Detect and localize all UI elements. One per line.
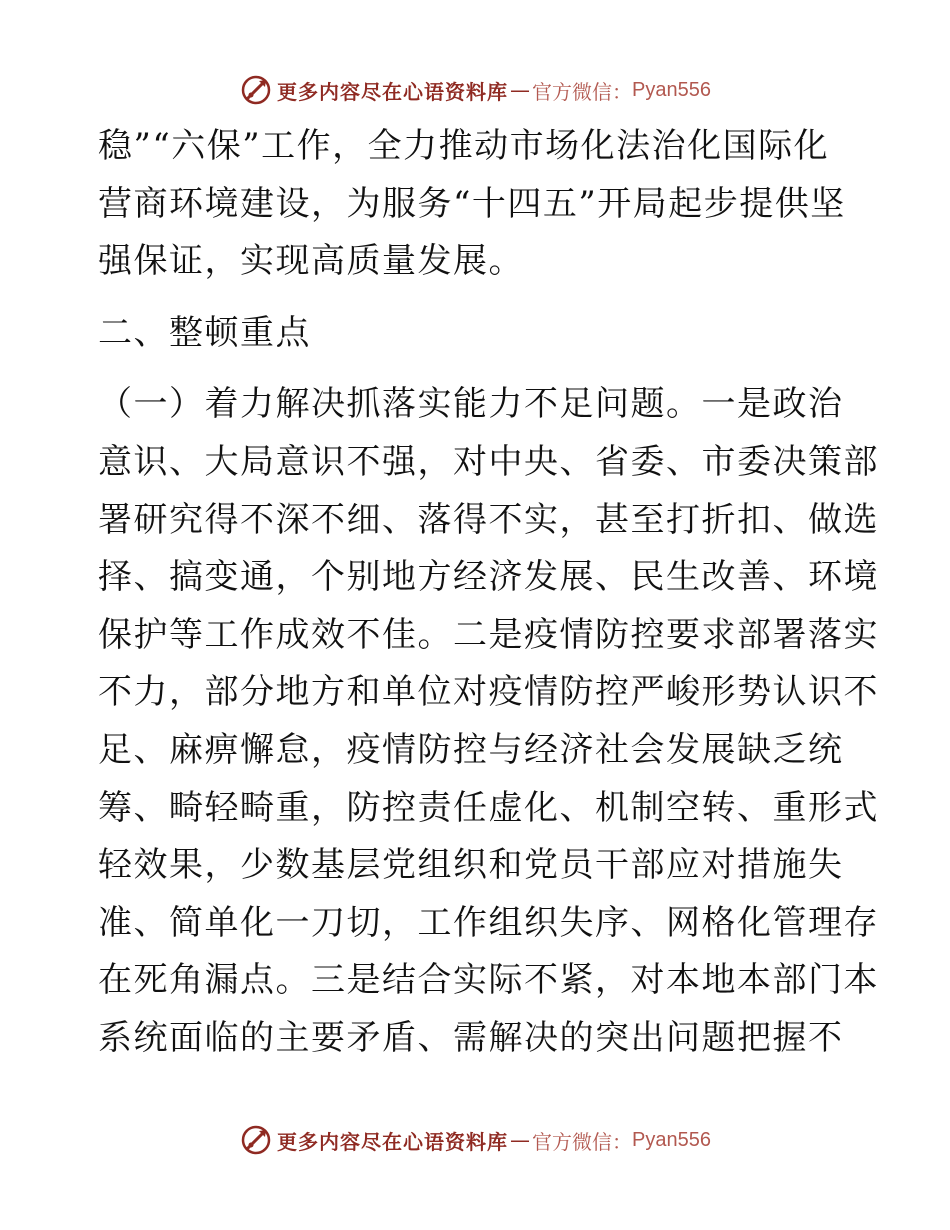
quill-logo-icon	[239, 1123, 273, 1157]
body-line: 轻效果，少数基层党组织和党员干部应对措施失	[98, 845, 844, 886]
body-line: 保护等工作成效不佳。二是疫情防控要求部署落实	[98, 614, 879, 655]
body-line: 署研究得不深不细、落得不实，甚至打折扣、做选	[98, 499, 879, 540]
watermark-wechat-id: Pyan556	[632, 78, 711, 101]
watermark-separator: —	[510, 78, 531, 102]
watermark-official-label: 官方微信：	[532, 79, 633, 104]
body-line: 择、搞变通，个别地方经济发展、民生改善、环境	[98, 557, 879, 598]
body-line: 意识、大局意识不强，对中央、省委、市委决策部	[98, 441, 879, 482]
watermark-title: 更多内容尽在心语资料库	[277, 79, 509, 104]
body-line: 足、麻痹懈怠，疫情防控与经济社会发展缺乏统	[98, 729, 844, 770]
watermark-footer	[0, 1120, 950, 1160]
watermark-wechat-id: Pyan556	[632, 1128, 711, 1151]
body-line: （一）着力解决抓落实能力不足问题。一是政治	[98, 384, 844, 425]
body-line: 稳”“六保”工作，全力推动市场化法治化国际化	[98, 126, 830, 166]
body-line: 筹、畸轻畸重，防控责任虚化、机制空转、重形式	[98, 787, 879, 828]
quill-logo-icon	[239, 73, 273, 107]
watermark-title: 更多内容尽在心语资料库	[277, 1129, 509, 1154]
body-line: 营商环境建设，为服务“十四五”开局起步提供坚	[98, 183, 846, 224]
body-line: 不力，部分地方和单位对疫情防控严峻形势认识不	[98, 672, 879, 713]
watermark-separator: —	[510, 1128, 531, 1152]
watermark-header	[0, 70, 950, 110]
body-line: 准、简单化一刀切，工作组织失序、网格化管理存	[98, 902, 879, 943]
body-line: 系统面临的主要矛盾、需解决的突出问题把握不	[98, 1017, 844, 1058]
body-line: 强保证，实现高质量发展。	[98, 241, 524, 282]
document-body	[98, 118, 879, 1068]
body-line: 在死角漏点。三是结合实际不紧，对本地本部门本	[98, 960, 879, 1001]
section-heading: 二、整顿重点	[98, 312, 311, 353]
watermark-official-label: 官方微信：	[532, 1129, 633, 1154]
